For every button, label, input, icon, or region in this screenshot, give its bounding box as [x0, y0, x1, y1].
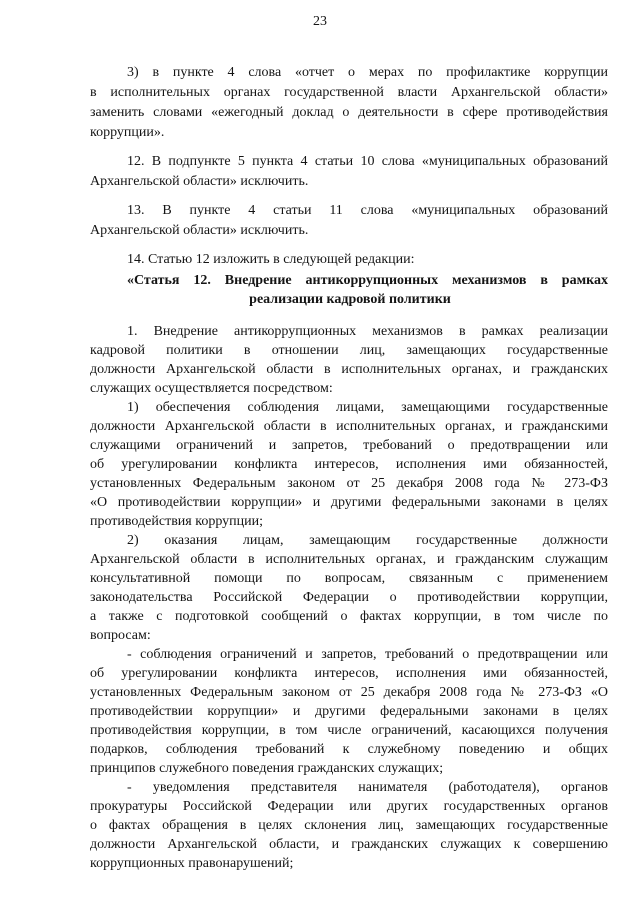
text-line: противодействия коррупции; — [90, 514, 263, 529]
text-line: законодательства Российской Федерации о противодействии коррупции, — [90, 590, 608, 605]
text-line: установленных Федеральным законом от 25 декабря 2008 года № 273-ФЗ — [90, 476, 608, 491]
text-line: противодействия коррупции, в том числе ограничений, касающихся получения — [90, 723, 608, 738]
text-line: 3) в пункте 4 слова «отчет о мерах по профилактике коррупции — [127, 65, 608, 80]
text-line: 14. Статью 12 изложить в следующей редакции: — [127, 252, 415, 267]
text-line: - соблюдения ограничений и запретов, требований о предотвращении или — [127, 647, 608, 662]
text-line: должности Архангельской области в исполнительных органах, и гражданских — [90, 362, 608, 377]
text-line: коррупции». — [90, 125, 165, 140]
text-line: 2) оказания лицам, замещающим государственные должности — [127, 533, 608, 548]
text-line: о фактах обращения в целях склонения лиц, замещающих государственные — [90, 818, 608, 833]
text-line: заменить словами «ежегодный доклад о деятельности в сфере противодействия — [90, 105, 608, 120]
text-line: - уведомления представителя нанимателя (работодателя), органов — [127, 780, 608, 795]
text-line: служащих осуществляется посредством: — [90, 381, 333, 396]
text-line: коррупционных правонарушений; — [90, 856, 294, 871]
text-line: а также с подготовкой сообщений о фактах коррупции, в том числе по — [90, 609, 608, 624]
text-line: об урегулировании конфликта интересов, исполнения ими обязанностей, — [90, 457, 608, 472]
text-line: об урегулировании конфликта интересов, исполнения ими обязанностей, — [90, 666, 608, 681]
text-line: Архангельской области» исключить. — [90, 223, 309, 238]
text-line: вопросам: — [90, 628, 151, 643]
text-line: 13. В пункте 4 статьи 11 слова «муниципальных образований — [127, 203, 608, 218]
text-line: в исполнительных органах государственной власти Архангельской области» — [90, 85, 608, 100]
text-line: должности Архангельской области, и гражданских служащих к совершению — [90, 837, 608, 852]
text-line: служащими ограничений и запретов, требований о предотвращении или — [90, 438, 608, 453]
text-line: Архангельской области в исполнительных органах, и гражданским служащим — [90, 552, 608, 567]
text-line: кадровой политики в отношении лиц, замещающих государственные — [90, 343, 608, 358]
heading-line: «Статья 12. Внедрение антикоррупционных механизмов в рамках — [127, 273, 608, 288]
page-number: 23 — [313, 14, 327, 29]
text-line: 12. В подпункте 5 пункта 4 статьи 10 слова «муниципальных образований — [127, 154, 608, 169]
text-line: 1. Внедрение антикоррупционных механизмов в рамках реализации — [127, 324, 608, 339]
heading-line: реализации кадровой политики — [249, 292, 451, 307]
text-line: Архангельской области» исключить. — [90, 174, 309, 189]
text-line: противодействии коррупции» и другими федеральными законами в целях — [90, 704, 608, 719]
text-line: установленных Федеральным законом от 25 декабря 2008 года № 273-ФЗ «О — [90, 685, 608, 700]
text-line: прокуратуры Российской Федерации или других государственных органов — [90, 799, 608, 814]
text-line: должности Архангельской области в исполнительных органах, и гражданскими — [90, 419, 608, 434]
text-line: принципов служебного поведения гражданских служащих; — [90, 761, 444, 776]
text-line: 1) обеспечения соблюдения лицами, замещающими государственные — [127, 400, 608, 415]
text-line: подарков, соблюдения требований к служебному поведению и общих — [90, 742, 608, 757]
text-line: консультативной помощи по вопросам, связанным с применением — [90, 571, 608, 586]
text-line: «О противодействии коррупции» и другими федеральными законами в целях — [90, 495, 608, 510]
